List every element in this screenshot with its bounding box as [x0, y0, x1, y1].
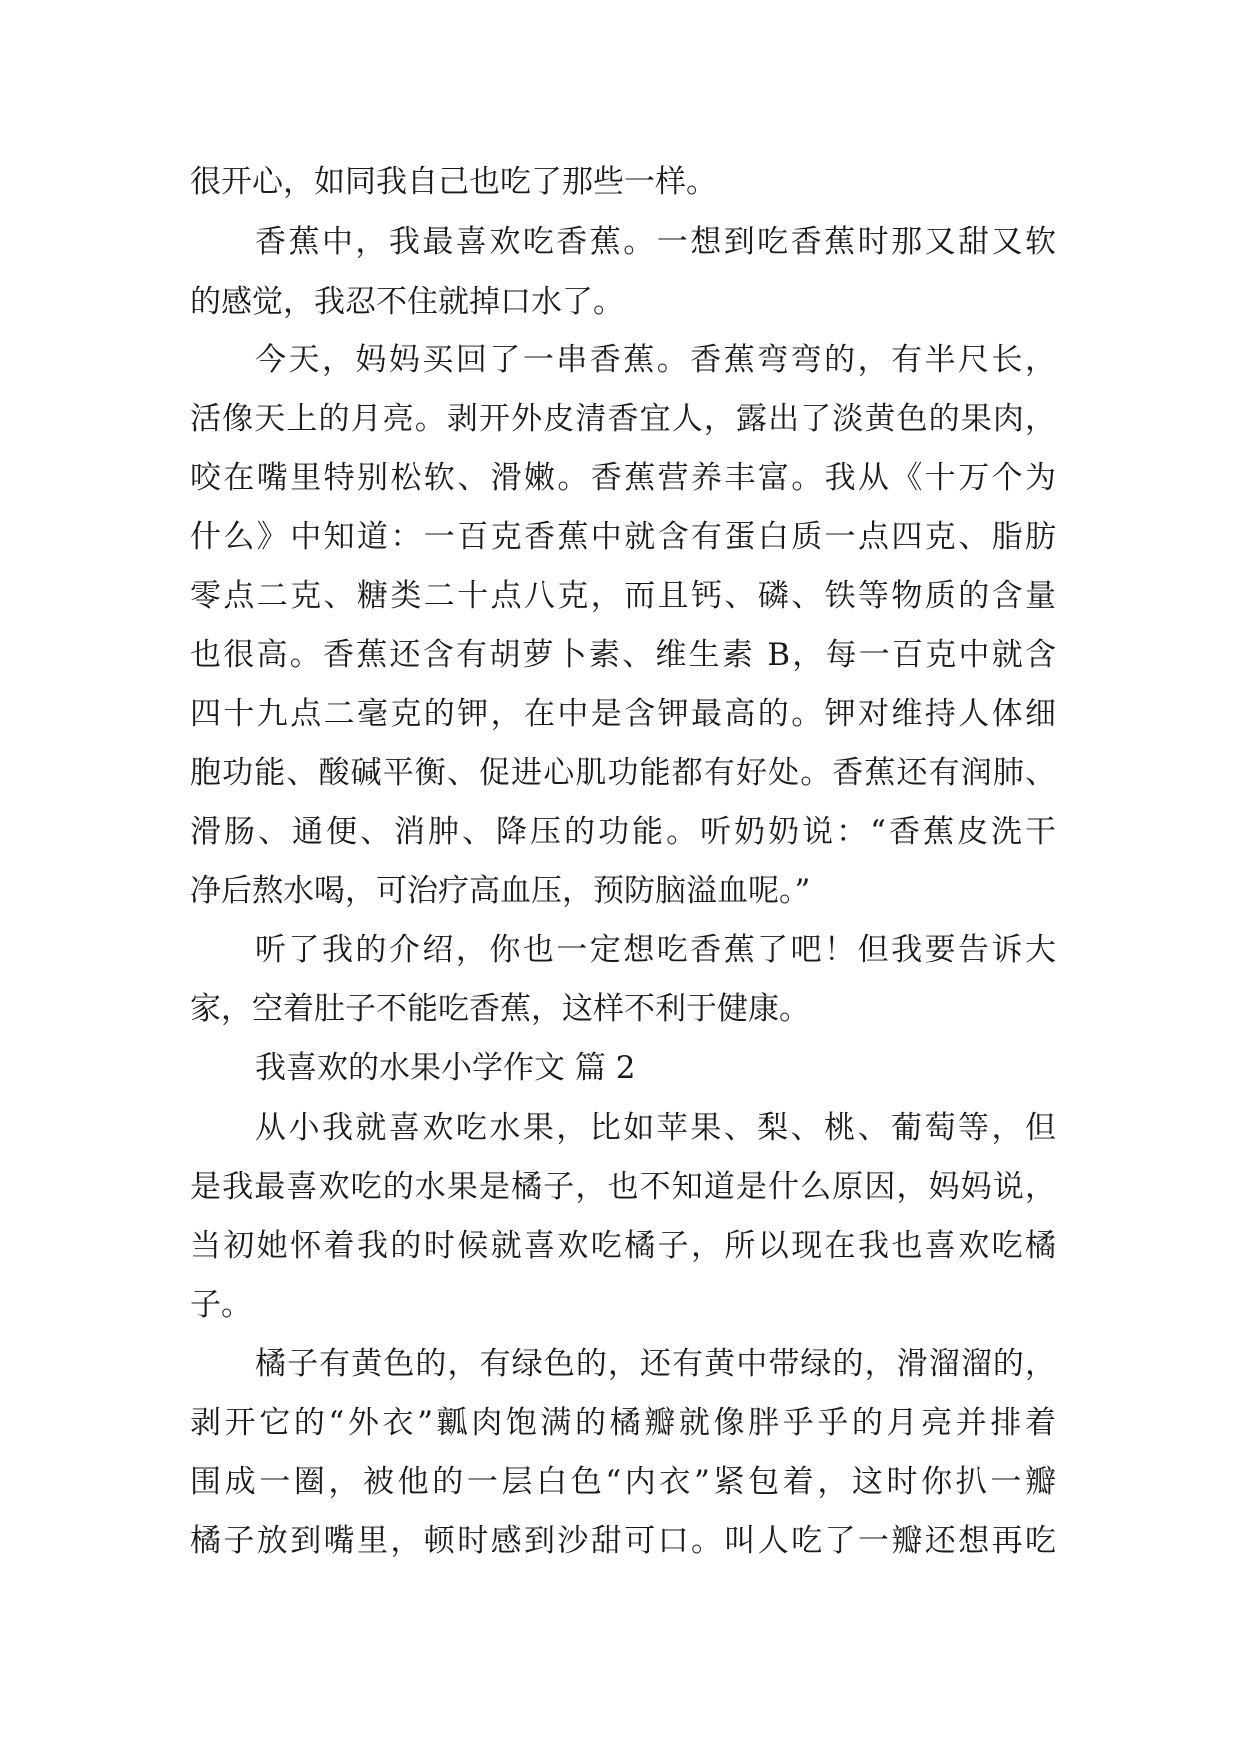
text-line-2: 香蕉中，我最喜欢吃香蕉。一想到吃香蕉时那又甜又软	[255, 224, 1056, 260]
text-line-9: 也很高。香蕉还含有胡萝卜素、维生素 B，每一百克中就含	[190, 637, 1056, 673]
text-line-7: 什么》中知道：一百克香蕉中就含有蛋白质一点四克、脂肪	[190, 519, 1056, 555]
text-line-1: 很开心，如同我自己也吃了那些一样。	[190, 164, 717, 200]
section-heading: 我喜欢的水果小学作文 篇 2	[255, 1050, 636, 1086]
text-line-22: 剥开它的“外衣”瓤肉饱满的橘瓣就像胖乎乎的月亮并排着	[190, 1405, 1056, 1441]
text-line-10: 四十九点二毫克的钾，在中是含钾最高的。钾对维持人体细	[190, 696, 1056, 732]
text-line-12: 滑肠、通便、消肿、降压的功能。听奶奶说：“香蕉皮洗干	[190, 814, 1056, 850]
text-line-21: 橘子有黄色的，有绿色的，还有黄中带绿的，滑溜溜的，	[255, 1346, 1056, 1382]
text-line-11: 胞功能、酸碱平衡、促进心肌功能都有好处。香蕉还有润肺、	[190, 755, 1056, 791]
text-line-5: 活像天上的月亮。剥开外皮清香宜人，露出了淡黄色的果肉，	[190, 401, 1056, 437]
text-line-13: 净后熬水喝，可治疗高血压，预防脑溢血呢。”	[190, 873, 811, 909]
text-line-19: 当初她怀着我的时候就喜欢吃橘子，所以现在我也喜欢吃橘	[190, 1228, 1056, 1264]
text-line-3: 的感觉，我忍不住就掉口水了。	[190, 284, 624, 320]
text-line-24: 橘子放到嘴里，顿时感到沙甜可口。叫人吃了一瓣还想再吃	[190, 1523, 1056, 1559]
text-line-17: 从小我就喜欢吃水果，比如苹果、梨、桃、葡萄等，但	[255, 1110, 1056, 1146]
text-line-15: 家，空着肚子不能吃香蕉，这样不利于健康。	[190, 991, 810, 1027]
text-line-6: 咬在嘴里特别松软、滑嫩。香蕉营养丰富。我从《十万个为	[190, 460, 1056, 496]
text-line-23: 围成一圈，被他的一层白色“内衣”紧包着，这时你扒一瓣	[190, 1464, 1056, 1500]
text-line-14: 听了我的介绍，你也一定想吃香蕉了吧！但我要告诉大	[255, 932, 1056, 968]
text-line-4: 今天，妈妈买回了一串香蕉。香蕉弯弯的，有半尺长，	[255, 342, 1056, 378]
text-line-20: 子。	[190, 1287, 252, 1323]
text-line-18: 是我最喜欢吃的水果是橘子，也不知道是什么原因，妈妈说，	[190, 1169, 1056, 1205]
text-line-8: 零点二克、糖类二十点八克，而且钙、磷、铁等物质的含量	[190, 578, 1056, 614]
